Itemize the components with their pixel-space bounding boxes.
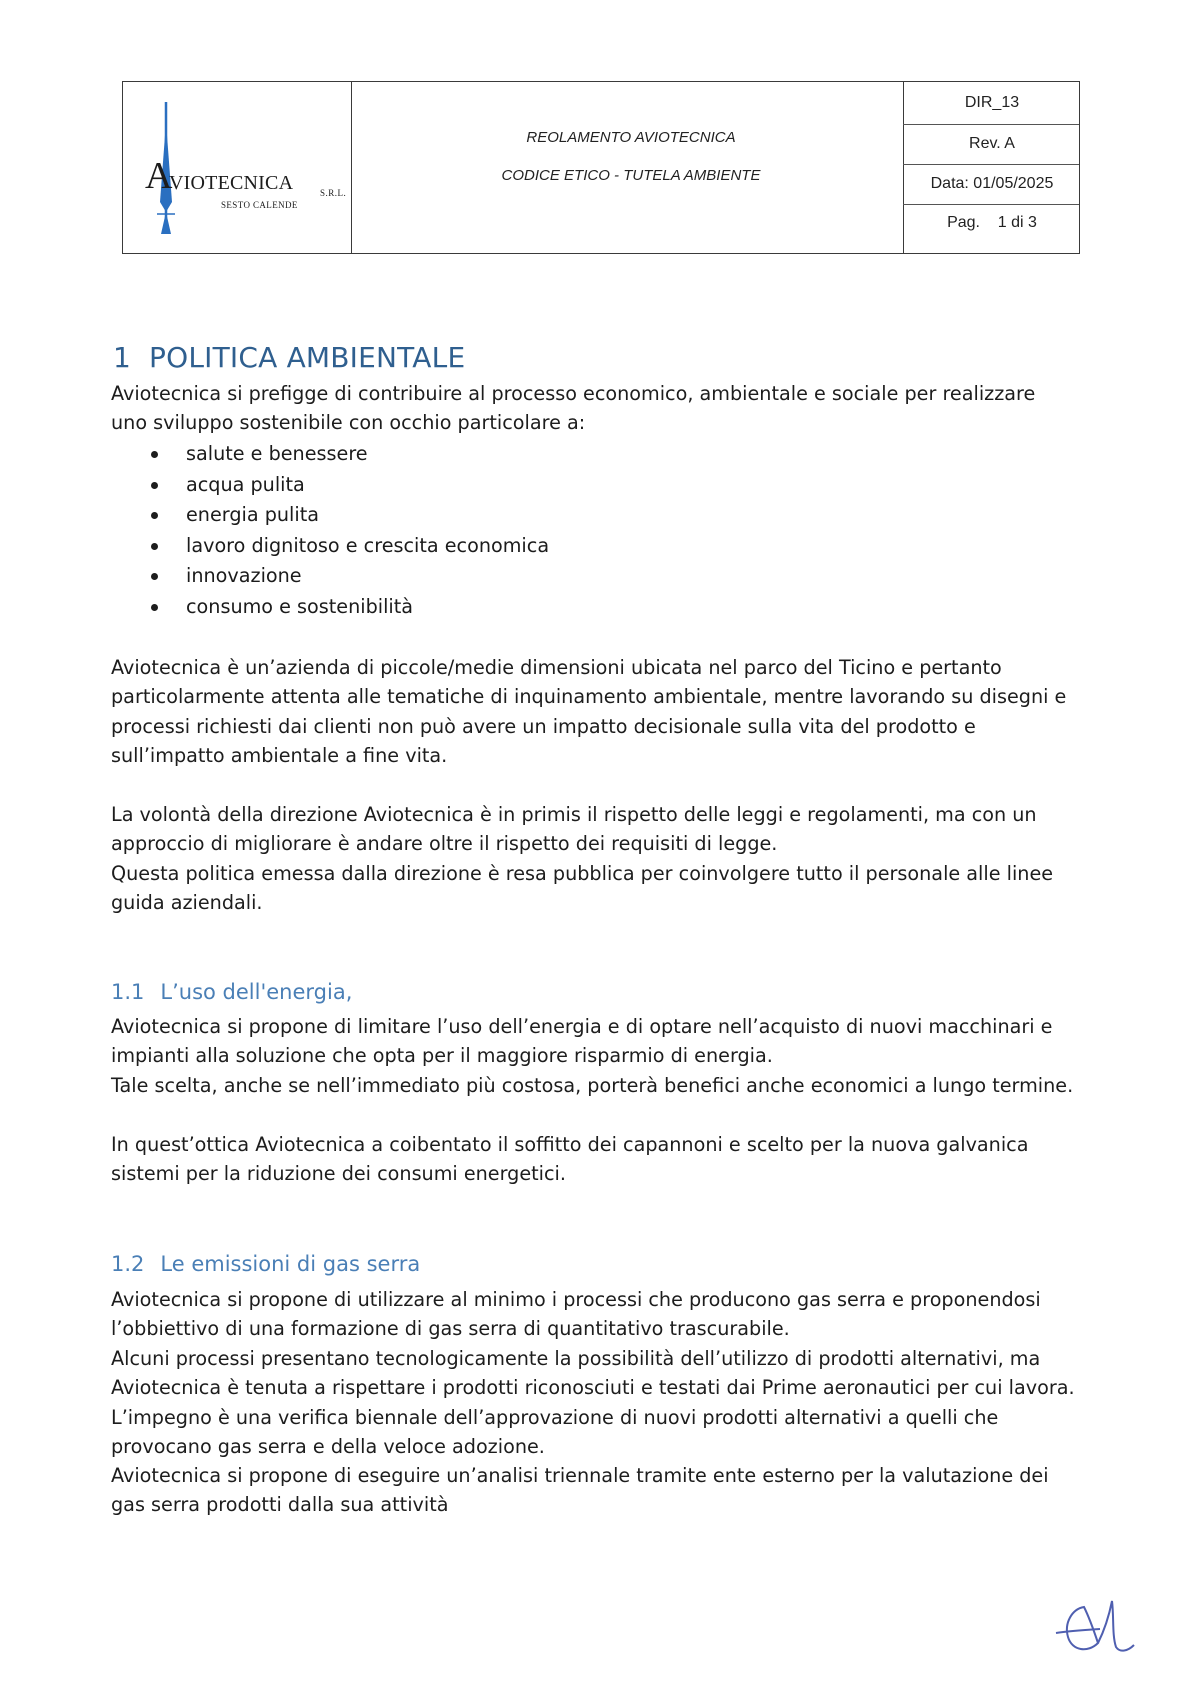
section-title: POLITICA AMBIENTALE	[149, 341, 466, 374]
list-item: acqua pulita	[151, 470, 549, 501]
paragraph: Aviotecnica si propone di utilizzare al minimo i processi che producono gas serra e proponendosi l’obbiettivo di una formazione di gas serra di quantitativo trascurabile.	[111, 1288, 1041, 1341]
subsection-number: 1.1	[111, 980, 145, 1004]
bullet-icon	[151, 543, 158, 550]
header-row-line	[903, 164, 1079, 165]
header-divider	[351, 82, 352, 253]
header-row-line	[903, 204, 1079, 205]
header-row-line	[903, 124, 1079, 125]
subsection-heading	[111, 1252, 420, 1276]
logo-wordmark: A VIOTECNICA	[145, 155, 294, 197]
bullet-list	[151, 439, 549, 623]
logo-suffix: S.R.L.	[320, 188, 347, 198]
revision-label: Rev. A	[969, 135, 1015, 152]
section-heading	[113, 341, 465, 374]
section-intro: Aviotecnica si prefigge di contribuire al processo economico, ambientale e sociale per realizzare uno sviluppo sostenibile con occhio particolare a:	[111, 382, 1036, 435]
document-title: REOLAMENTO AVIOTECNICA	[526, 129, 736, 146]
company-logo	[135, 94, 347, 244]
paragraph: Aviotecnica si propone di eseguire un’analisi triennale tramite ente esterno per la valutazione dei gas serra prodotti dalla sua attività	[111, 1464, 1049, 1517]
list-item: innovazione	[151, 561, 549, 592]
document-header-table	[122, 81, 1080, 254]
subsection-title: Le emissioni di gas serra	[160, 1252, 421, 1276]
subsection-number: 1.2	[111, 1252, 145, 1276]
page-number: Pag. 1 di 3	[947, 214, 1037, 231]
bullet-icon	[151, 482, 158, 489]
subsection-heading	[111, 980, 352, 1004]
list-item: salute e benessere	[151, 439, 549, 470]
list-item: lavoro dignitoso e crescita economica	[151, 531, 549, 562]
paragraph: In quest’ottica Aviotecnica a coibentato il soffitto dei capannoni e scelto per la nuova galvanica sistemi per la riduzione dei consumi energetici.	[111, 1133, 1029, 1186]
paragraph: La volontà della direzione Aviotecnica è in primis il rispetto delle leggi e regolamenti, ma con un approccio di migliorare è andare oltre il rispetto dei requisiti di legge.	[111, 803, 1037, 856]
bullet-icon	[151, 604, 158, 611]
paragraph: Aviotecnica si propone di limitare l’uso dell’energia e di optare nell’acquisto di nuovi macchinari e impianti alla soluzione che opta per il maggiore risparmio di energia.	[111, 1015, 1053, 1068]
document-subtitle: CODICE ETICO - TUTELA AMBIENTE	[501, 167, 761, 184]
paragraph: Aviotecnica è un’azienda di piccole/medie dimensioni ubicata nel parco del Ticino e pertanto particolarmente attenta alle tematiche di inquinamento ambientale, mentre lavorando su disegni e processi richiesti dai clienti non può avere un impatto decisionale sulla vita del prodotto e sull’impatto ambientale a fine vita.	[111, 656, 1067, 767]
section-number: 1	[113, 341, 132, 374]
list-item: energia pulita	[151, 500, 549, 531]
logo-city: SESTO CALENDE	[221, 200, 298, 210]
bullet-icon	[151, 451, 158, 458]
list-item: consumo e sostenibilità	[151, 592, 549, 623]
bullet-icon	[151, 512, 158, 519]
paragraph: Questa politica emessa dalla direzione è resa pubblica per coinvolgere tutto il personale alle linee guida aziendali.	[111, 862, 1054, 915]
paragraph: Alcuni processi presentano tecnologicamente la possibilità dell’utilizzo di prodotti alternativi, ma Aviotecnica è tenuta a rispettare i prodotti riconosciuti e testati dai Prime aeronautici per cui lavora. L’impegno è una verifica biennale dell’approvazione di nuovi prodotti alternativi a quelli che provocano gas serra e della veloce adozione.	[111, 1347, 1075, 1458]
subsection-title: L’uso dell'energia,	[160, 980, 353, 1004]
paragraph: Tale scelta, anche se nell’immediato più costosa, porterà benefici anche economici a lungo termine.	[111, 1074, 1074, 1097]
date-label: Data: 01/05/2025	[930, 175, 1054, 192]
document-code: DIR_13	[964, 94, 1020, 111]
bullet-icon	[151, 573, 158, 580]
signature-mark	[1054, 1597, 1138, 1659]
